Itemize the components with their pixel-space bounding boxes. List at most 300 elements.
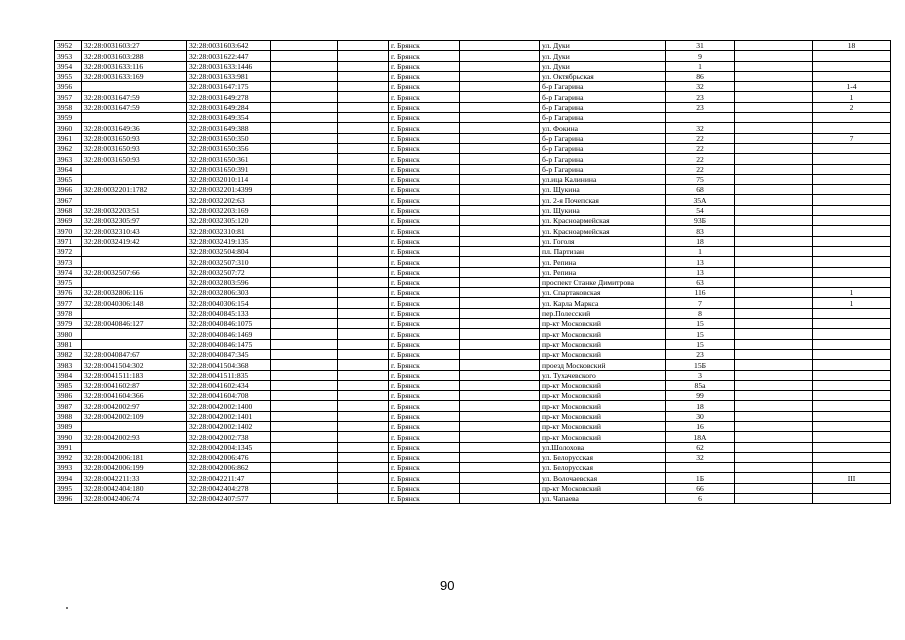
registry-table: [54, 40, 891, 504]
city-cell: г. Брянск: [389, 339, 460, 349]
empty-cell: [735, 391, 813, 401]
street-cell: ул. Фокина: [540, 123, 666, 133]
unit-cell: [813, 164, 891, 174]
empty-cell: [735, 463, 813, 473]
unit-cell: [813, 411, 891, 421]
empty-cell: [271, 473, 338, 483]
city-cell: г. Брянск: [389, 360, 460, 370]
city-cell: г. Брянск: [389, 82, 460, 92]
row-number-cell: 3985: [55, 380, 82, 390]
cadastral-number-cell: 32:28:0042006:199: [82, 463, 187, 473]
cadastral-number-cell: 32:28:0041604:366: [82, 391, 187, 401]
street-cell: б-р Гагарина: [540, 133, 666, 143]
house-number-cell: 15: [666, 319, 735, 329]
object-cadastral-cell: 32:28:0040845:133: [187, 308, 271, 318]
unit-cell: [813, 421, 891, 431]
street-cell: пр-кт Московский: [540, 339, 666, 349]
city-cell: г. Брянск: [389, 277, 460, 287]
empty-cell: [460, 432, 540, 442]
house-number-cell: 75: [666, 174, 735, 184]
table-row: [55, 473, 891, 483]
unit-cell: [813, 380, 891, 390]
empty-cell: [460, 195, 540, 205]
row-number-cell: 3954: [55, 61, 82, 71]
empty-cell: [735, 277, 813, 287]
street-cell: проезд Московский: [540, 360, 666, 370]
house-number-cell: 6: [666, 494, 735, 504]
row-number-cell: 3981: [55, 339, 82, 349]
row-number-cell: 3974: [55, 267, 82, 277]
object-cadastral-cell: 32:28:0042404:278: [187, 483, 271, 493]
city-cell: г. Брянск: [389, 102, 460, 112]
empty-cell: [338, 174, 389, 184]
empty-cell: [460, 257, 540, 267]
unit-cell: [813, 236, 891, 246]
street-cell: ул. Белорусская: [540, 463, 666, 473]
object-cadastral-cell: 32:28:0040846:1475: [187, 339, 271, 349]
cadastral-number-cell: 32:28:0031649:36: [82, 123, 187, 133]
city-cell: г. Брянск: [389, 92, 460, 102]
cadastral-number-cell: 32:28:0042006:181: [82, 452, 187, 462]
cadastral-number-cell: 32:28:0031650:93: [82, 133, 187, 143]
row-number-cell: 3989: [55, 421, 82, 431]
empty-cell: [271, 226, 338, 236]
empty-cell: [735, 473, 813, 483]
empty-cell: [271, 71, 338, 81]
empty-cell: [338, 82, 389, 92]
city-cell: г. Брянск: [389, 143, 460, 153]
empty-cell: [735, 308, 813, 318]
city-cell: г. Брянск: [389, 216, 460, 226]
house-number-cell: 1Б: [666, 473, 735, 483]
unit-cell: [813, 452, 891, 462]
empty-cell: [735, 71, 813, 81]
city-cell: г. Брянск: [389, 442, 460, 452]
object-cadastral-cell: 32:28:0042002:738: [187, 432, 271, 442]
empty-cell: [460, 483, 540, 493]
unit-cell: [813, 401, 891, 411]
empty-cell: [338, 257, 389, 267]
row-number-cell: 3979: [55, 319, 82, 329]
empty-cell: [271, 370, 338, 380]
row-number-cell: 3965: [55, 174, 82, 184]
empty-cell: [338, 421, 389, 431]
city-cell: г. Брянск: [389, 411, 460, 421]
scan-speck: [66, 607, 68, 609]
empty-cell: [735, 370, 813, 380]
cadastral-number-cell: [82, 164, 187, 174]
unit-cell: [813, 226, 891, 236]
cadastral-number-cell: 32:28:0040846:127: [82, 319, 187, 329]
table-row: [55, 288, 891, 298]
house-number-cell: 1: [666, 246, 735, 256]
city-cell: г. Брянск: [389, 185, 460, 195]
street-cell: ул. Спартаковская: [540, 288, 666, 298]
house-number-cell: 18: [666, 401, 735, 411]
street-cell: ул. Дуки: [540, 61, 666, 71]
cadastral-number-cell: 32:28:0042406:74: [82, 494, 187, 504]
empty-cell: [271, 154, 338, 164]
cadastral-number-cell: 32:28:0032201:1782: [82, 185, 187, 195]
empty-cell: [735, 143, 813, 153]
cadastral-number-cell: 32:28:0031650:93: [82, 143, 187, 153]
unit-cell: [813, 246, 891, 256]
house-number-cell: 32: [666, 82, 735, 92]
house-number-cell: 16: [666, 421, 735, 431]
empty-cell: [271, 452, 338, 462]
empty-cell: [338, 92, 389, 102]
empty-cell: [271, 41, 338, 51]
street-cell: пер.Полесский: [540, 308, 666, 318]
row-number-cell: 3956: [55, 82, 82, 92]
table-row: [55, 349, 891, 359]
cadastral-number-cell: 32:28:0042404:180: [82, 483, 187, 493]
object-cadastral-cell: 32:28:0040306:154: [187, 298, 271, 308]
empty-cell: [735, 226, 813, 236]
empty-cell: [735, 154, 813, 164]
row-number-cell: 3953: [55, 51, 82, 61]
unit-cell: [813, 185, 891, 195]
row-number-cell: 3976: [55, 288, 82, 298]
empty-cell: [271, 267, 338, 277]
street-cell: пр-кт Московский: [540, 329, 666, 339]
empty-cell: [271, 123, 338, 133]
city-cell: г. Брянск: [389, 370, 460, 380]
table-row: [55, 298, 891, 308]
empty-cell: [338, 185, 389, 195]
empty-cell: [460, 226, 540, 236]
table-row: [55, 143, 891, 153]
object-cadastral-cell: 32:28:0041604:708: [187, 391, 271, 401]
row-number-cell: 3988: [55, 411, 82, 421]
object-cadastral-cell: 32:28:0042407:577: [187, 494, 271, 504]
row-number-cell: 3982: [55, 349, 82, 359]
street-cell: ул. Дуки: [540, 41, 666, 51]
object-cadastral-cell: 32:28:0032201:4399: [187, 185, 271, 195]
city-cell: г. Брянск: [389, 257, 460, 267]
house-number-cell: 68: [666, 185, 735, 195]
empty-cell: [338, 205, 389, 215]
city-cell: г. Брянск: [389, 61, 460, 71]
empty-cell: [271, 51, 338, 61]
street-cell: ул. Волочаевская: [540, 473, 666, 483]
object-cadastral-cell: 32:28:0031603:642: [187, 41, 271, 51]
row-number-cell: 3958: [55, 102, 82, 112]
table-row: [55, 195, 891, 205]
table-row: [55, 82, 891, 92]
empty-cell: [271, 277, 338, 287]
street-cell: ул. Гоголя: [540, 236, 666, 246]
empty-cell: [735, 442, 813, 452]
empty-cell: [271, 257, 338, 267]
house-number-cell: 66: [666, 483, 735, 493]
empty-cell: [460, 349, 540, 359]
object-cadastral-cell: 32:28:0032504:804: [187, 246, 271, 256]
empty-cell: [271, 185, 338, 195]
street-cell: ул.ица Калинина: [540, 174, 666, 184]
row-number-cell: 3996: [55, 494, 82, 504]
empty-cell: [338, 164, 389, 174]
city-cell: г. Брянск: [389, 288, 460, 298]
empty-cell: [271, 319, 338, 329]
object-cadastral-cell: 32:28:0031633:1446: [187, 61, 271, 71]
unit-cell: [813, 349, 891, 359]
empty-cell: [735, 92, 813, 102]
registry-table-body: [55, 41, 891, 504]
city-cell: г. Брянск: [389, 329, 460, 339]
city-cell: г. Брянск: [389, 164, 460, 174]
house-number-cell: 15Б: [666, 360, 735, 370]
empty-cell: [735, 174, 813, 184]
unit-cell: 18: [813, 41, 891, 51]
city-cell: г. Брянск: [389, 113, 460, 123]
row-number-cell: 3962: [55, 143, 82, 153]
empty-cell: [271, 339, 338, 349]
object-cadastral-cell: 32:28:0041602:434: [187, 380, 271, 390]
street-cell: ул. Дуки: [540, 51, 666, 61]
cadastral-number-cell: [82, 82, 187, 92]
city-cell: г. Брянск: [389, 267, 460, 277]
city-cell: г. Брянск: [389, 174, 460, 184]
unit-cell: 1: [813, 92, 891, 102]
unit-cell: [813, 360, 891, 370]
house-number-cell: 62: [666, 442, 735, 452]
empty-cell: [460, 360, 540, 370]
unit-cell: [813, 267, 891, 277]
table-row: [55, 236, 891, 246]
table-row: [55, 329, 891, 339]
house-number-cell: 23: [666, 92, 735, 102]
house-number-cell: 9: [666, 51, 735, 61]
empty-cell: [460, 164, 540, 174]
street-cell: б-р Гагарина: [540, 154, 666, 164]
empty-cell: [338, 61, 389, 71]
object-cadastral-cell: 32:28:0032806:303: [187, 288, 271, 298]
object-cadastral-cell: 32:28:0040847:345: [187, 349, 271, 359]
street-cell: пр-кт Московский: [540, 483, 666, 493]
row-number-cell: 3959: [55, 113, 82, 123]
empty-cell: [271, 494, 338, 504]
empty-cell: [460, 288, 540, 298]
house-number-cell: 22: [666, 133, 735, 143]
street-cell: ул. Красноармейская: [540, 216, 666, 226]
city-cell: г. Брянск: [389, 421, 460, 431]
house-number-cell: 3: [666, 370, 735, 380]
street-cell: б-р Гагарина: [540, 143, 666, 153]
table-row: [55, 216, 891, 226]
empty-cell: [271, 205, 338, 215]
cadastral-number-cell: 32:28:0031603:288: [82, 51, 187, 61]
row-number-cell: 3978: [55, 308, 82, 318]
object-cadastral-cell: 32:28:0031649:354: [187, 113, 271, 123]
empty-cell: [460, 401, 540, 411]
empty-cell: [271, 236, 338, 246]
street-cell: пр-кт Московский: [540, 411, 666, 421]
cadastral-number-cell: [82, 195, 187, 205]
empty-cell: [338, 51, 389, 61]
row-number-cell: 3961: [55, 133, 82, 143]
city-cell: г. Брянск: [389, 154, 460, 164]
empty-cell: [460, 61, 540, 71]
table-row: [55, 164, 891, 174]
object-cadastral-cell: 32:28:0042002:1400: [187, 401, 271, 411]
unit-cell: [813, 205, 891, 215]
street-cell: ул. Тухачевского: [540, 370, 666, 380]
table-row: [55, 246, 891, 256]
empty-cell: [338, 102, 389, 112]
empty-cell: [338, 288, 389, 298]
empty-cell: [460, 41, 540, 51]
empty-cell: [735, 133, 813, 143]
empty-cell: [460, 113, 540, 123]
empty-cell: [735, 452, 813, 462]
house-number-cell: 18А: [666, 432, 735, 442]
empty-cell: [271, 102, 338, 112]
object-cadastral-cell: 32:28:0031650:361: [187, 154, 271, 164]
row-number-cell: 3963: [55, 154, 82, 164]
empty-cell: [735, 123, 813, 133]
city-cell: г. Брянск: [389, 51, 460, 61]
cadastral-number-cell: [82, 339, 187, 349]
empty-cell: [460, 308, 540, 318]
empty-cell: [735, 360, 813, 370]
row-number-cell: 3957: [55, 92, 82, 102]
empty-cell: [735, 380, 813, 390]
city-cell: г. Брянск: [389, 41, 460, 51]
city-cell: г. Брянск: [389, 133, 460, 143]
unit-cell: [813, 154, 891, 164]
row-number-cell: 3991: [55, 442, 82, 452]
empty-cell: [735, 82, 813, 92]
street-cell: ул. Репина: [540, 267, 666, 277]
empty-cell: [460, 442, 540, 452]
empty-cell: [338, 411, 389, 421]
empty-cell: [460, 154, 540, 164]
row-number-cell: 3960: [55, 123, 82, 133]
city-cell: г. Брянск: [389, 298, 460, 308]
house-number-cell: 15: [666, 339, 735, 349]
cadastral-number-cell: 32:28:0041504:302: [82, 360, 187, 370]
row-number-cell: 3980: [55, 329, 82, 339]
empty-cell: [338, 113, 389, 123]
empty-cell: [460, 92, 540, 102]
cadastral-number-cell: [82, 174, 187, 184]
object-cadastral-cell: 32:28:0032202:63: [187, 195, 271, 205]
table-row: [55, 123, 891, 133]
city-cell: г. Брянск: [389, 391, 460, 401]
city-cell: г. Брянск: [389, 319, 460, 329]
empty-cell: [271, 288, 338, 298]
empty-cell: [460, 236, 540, 246]
house-number-cell: 85а: [666, 380, 735, 390]
empty-cell: [735, 216, 813, 226]
empty-cell: [271, 308, 338, 318]
object-cadastral-cell: 32:28:0031633:981: [187, 71, 271, 81]
unit-cell: [813, 143, 891, 153]
object-cadastral-cell: 32:28:0032507:310: [187, 257, 271, 267]
table-row: [55, 205, 891, 215]
street-cell: пр-кт Московский: [540, 401, 666, 411]
empty-cell: [338, 442, 389, 452]
unit-cell: [813, 339, 891, 349]
unit-cell: [813, 391, 891, 401]
house-number-cell: [666, 463, 735, 473]
unit-cell: 1: [813, 298, 891, 308]
empty-cell: [735, 298, 813, 308]
cadastral-number-cell: [82, 277, 187, 287]
cadastral-number-cell: 32:28:0042002:97: [82, 401, 187, 411]
empty-cell: [460, 71, 540, 81]
table-row: [55, 61, 891, 71]
object-cadastral-cell: 32:28:0031649:278: [187, 92, 271, 102]
object-cadastral-cell: 32:28:0040846:1469: [187, 329, 271, 339]
row-number-cell: 3986: [55, 391, 82, 401]
empty-cell: [271, 463, 338, 473]
empty-cell: [460, 133, 540, 143]
empty-cell: [460, 473, 540, 483]
empty-cell: [460, 123, 540, 133]
empty-cell: [338, 432, 389, 442]
empty-cell: [735, 61, 813, 71]
street-cell: ул. 2-я Почепская: [540, 195, 666, 205]
row-number-cell: 3984: [55, 370, 82, 380]
street-cell: пл. Партизан: [540, 246, 666, 256]
empty-cell: [338, 308, 389, 318]
city-cell: г. Брянск: [389, 246, 460, 256]
house-number-cell: 13: [666, 257, 735, 267]
street-cell: ул.Шолохова: [540, 442, 666, 452]
empty-cell: [271, 246, 338, 256]
row-number-cell: 3973: [55, 257, 82, 267]
empty-cell: [460, 370, 540, 380]
object-cadastral-cell: 32:28:0032305:120: [187, 216, 271, 226]
row-number-cell: 3964: [55, 164, 82, 174]
table-row: [55, 267, 891, 277]
empty-cell: [735, 257, 813, 267]
empty-cell: [338, 483, 389, 493]
cadastral-number-cell: [82, 246, 187, 256]
street-cell: пр-кт Московский: [540, 432, 666, 442]
house-number-cell: 18: [666, 236, 735, 246]
table-row: [55, 442, 891, 452]
street-cell: б-р Гагарина: [540, 92, 666, 102]
house-number-cell: 22: [666, 164, 735, 174]
row-number-cell: 3975: [55, 277, 82, 287]
empty-cell: [271, 92, 338, 102]
unit-cell: [813, 174, 891, 184]
row-number-cell: 3995: [55, 483, 82, 493]
house-number-cell: 13: [666, 267, 735, 277]
unit-cell: [813, 51, 891, 61]
row-number-cell: 3994: [55, 473, 82, 483]
empty-cell: [460, 82, 540, 92]
table-row: [55, 308, 891, 318]
table-row: [55, 411, 891, 421]
cadastral-number-cell: 32:28:0031650:93: [82, 154, 187, 164]
street-cell: пр-кт Московский: [540, 391, 666, 401]
cadastral-number-cell: 32:28:0042211:33: [82, 473, 187, 483]
object-cadastral-cell: 32:28:0031647:175: [187, 82, 271, 92]
empty-cell: [338, 329, 389, 339]
table-row: [55, 360, 891, 370]
cadastral-number-cell: [82, 329, 187, 339]
empty-cell: [338, 133, 389, 143]
object-cadastral-cell: 32:28:0042002:1401: [187, 411, 271, 421]
object-cadastral-cell: 32:28:0032310:81: [187, 226, 271, 236]
object-cadastral-cell: 32:28:0032803:596: [187, 277, 271, 287]
table-row: [55, 113, 891, 123]
street-cell: б-р Гагарина: [540, 113, 666, 123]
